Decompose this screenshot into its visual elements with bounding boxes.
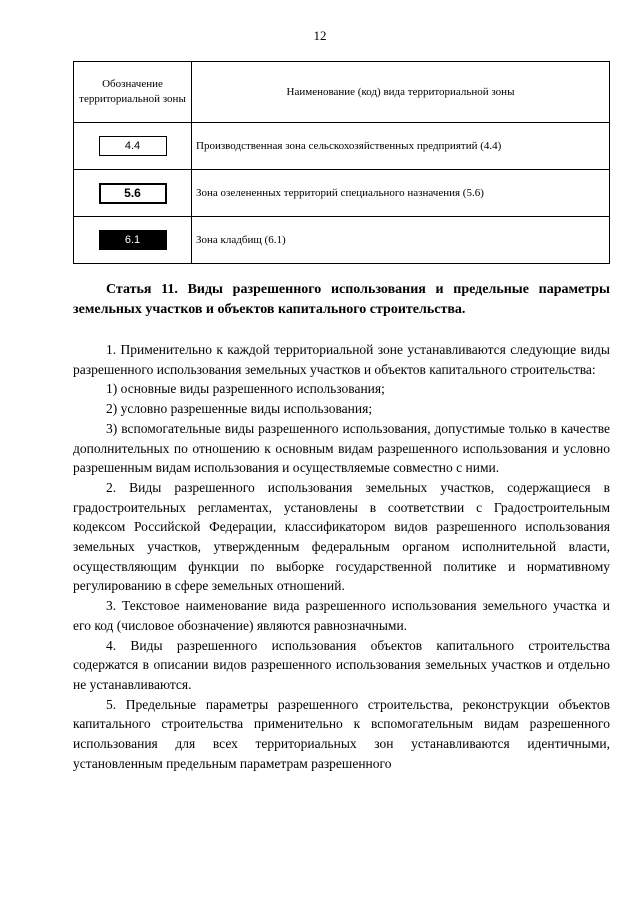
table-row (74, 217, 610, 264)
paragraph-3: 3. Текстовое наименование вида разрешенного использования земельного участка и его код (числовое обозначение) являются равнозначными. (73, 598, 610, 633)
paragraph-2: 2. Виды разрешенного использования земельных участков, содержащиеся в градостроительных регламентах, установлены в соответствии с Градостроительным кодексом Российской Федерации, классификатором видов разрешенного использования земельных участков, утвержденным федеральным органом исполнительной власти, осуществляющим функции по выборке государственной политике и нормативному регулированию в сфере земельных отношений. (73, 479, 610, 594)
paragraph-1: 1. Применительно к каждой территориальной зоне устанавливаются следующие виды разрешенного использования земельных участков и объектов капитального строительства: (73, 342, 610, 377)
page-number: 12 (313, 28, 327, 43)
list-item: 2) условно разрешенные виды использования; (106, 401, 373, 417)
zones-table (73, 61, 610, 264)
article-body (73, 340, 610, 773)
zone-name-cell: Производственная зона сельскохозяйственных предприятий (4.4) (192, 123, 610, 170)
header-zone-name: Наименование (код) вида территориальной зоны (192, 62, 610, 123)
table-row (74, 170, 610, 217)
zone-badge-4-4: 4.4 (99, 136, 167, 156)
zone-badge-5-6: 5.6 (99, 183, 167, 204)
zone-badge-6-1: 6.1 (99, 230, 167, 250)
table-header-row (74, 62, 610, 123)
zone-code-cell (74, 123, 192, 170)
zone-code-cell (74, 170, 192, 217)
list-item: 1) основные виды разрешенного использования; (106, 381, 385, 397)
header-zone-code: Обозначение территориальной зоны (74, 62, 192, 123)
zone-name-cell: Зона озелененных территорий специального назначения (5.6) (192, 170, 610, 217)
zone-name-cell: Зона кладбищ (6.1) (192, 217, 610, 264)
paragraph-4: 4. Виды разрешенного использования объектов капитального строительства содержатся в описании видов разрешенного использования земельных участков и отдельно не устанавливаются. (73, 637, 610, 692)
list-item: 3) вспомогательные виды разрешенного использования, допустимые только в качестве дополнительных по отношению к основным видам разрешенного использования и условно разрешенным видам использования и осуществляемые совместно с ними. (73, 420, 610, 476)
table-row (74, 123, 610, 170)
article-title: Статья 11. Виды разрешенного использования и предельные параметры земельных участков и объектов капитального строительства. (73, 282, 610, 317)
zone-code-cell (74, 217, 192, 264)
paragraph-5: 5. Предельные параметры разрешенного строительства, реконструкции объектов капитального строительства применительно к вспомогательным видам разрешенного использования для всех территориальных зон устанавливаются идентичными, установленным предельным параметрам разрешенного (73, 696, 610, 771)
